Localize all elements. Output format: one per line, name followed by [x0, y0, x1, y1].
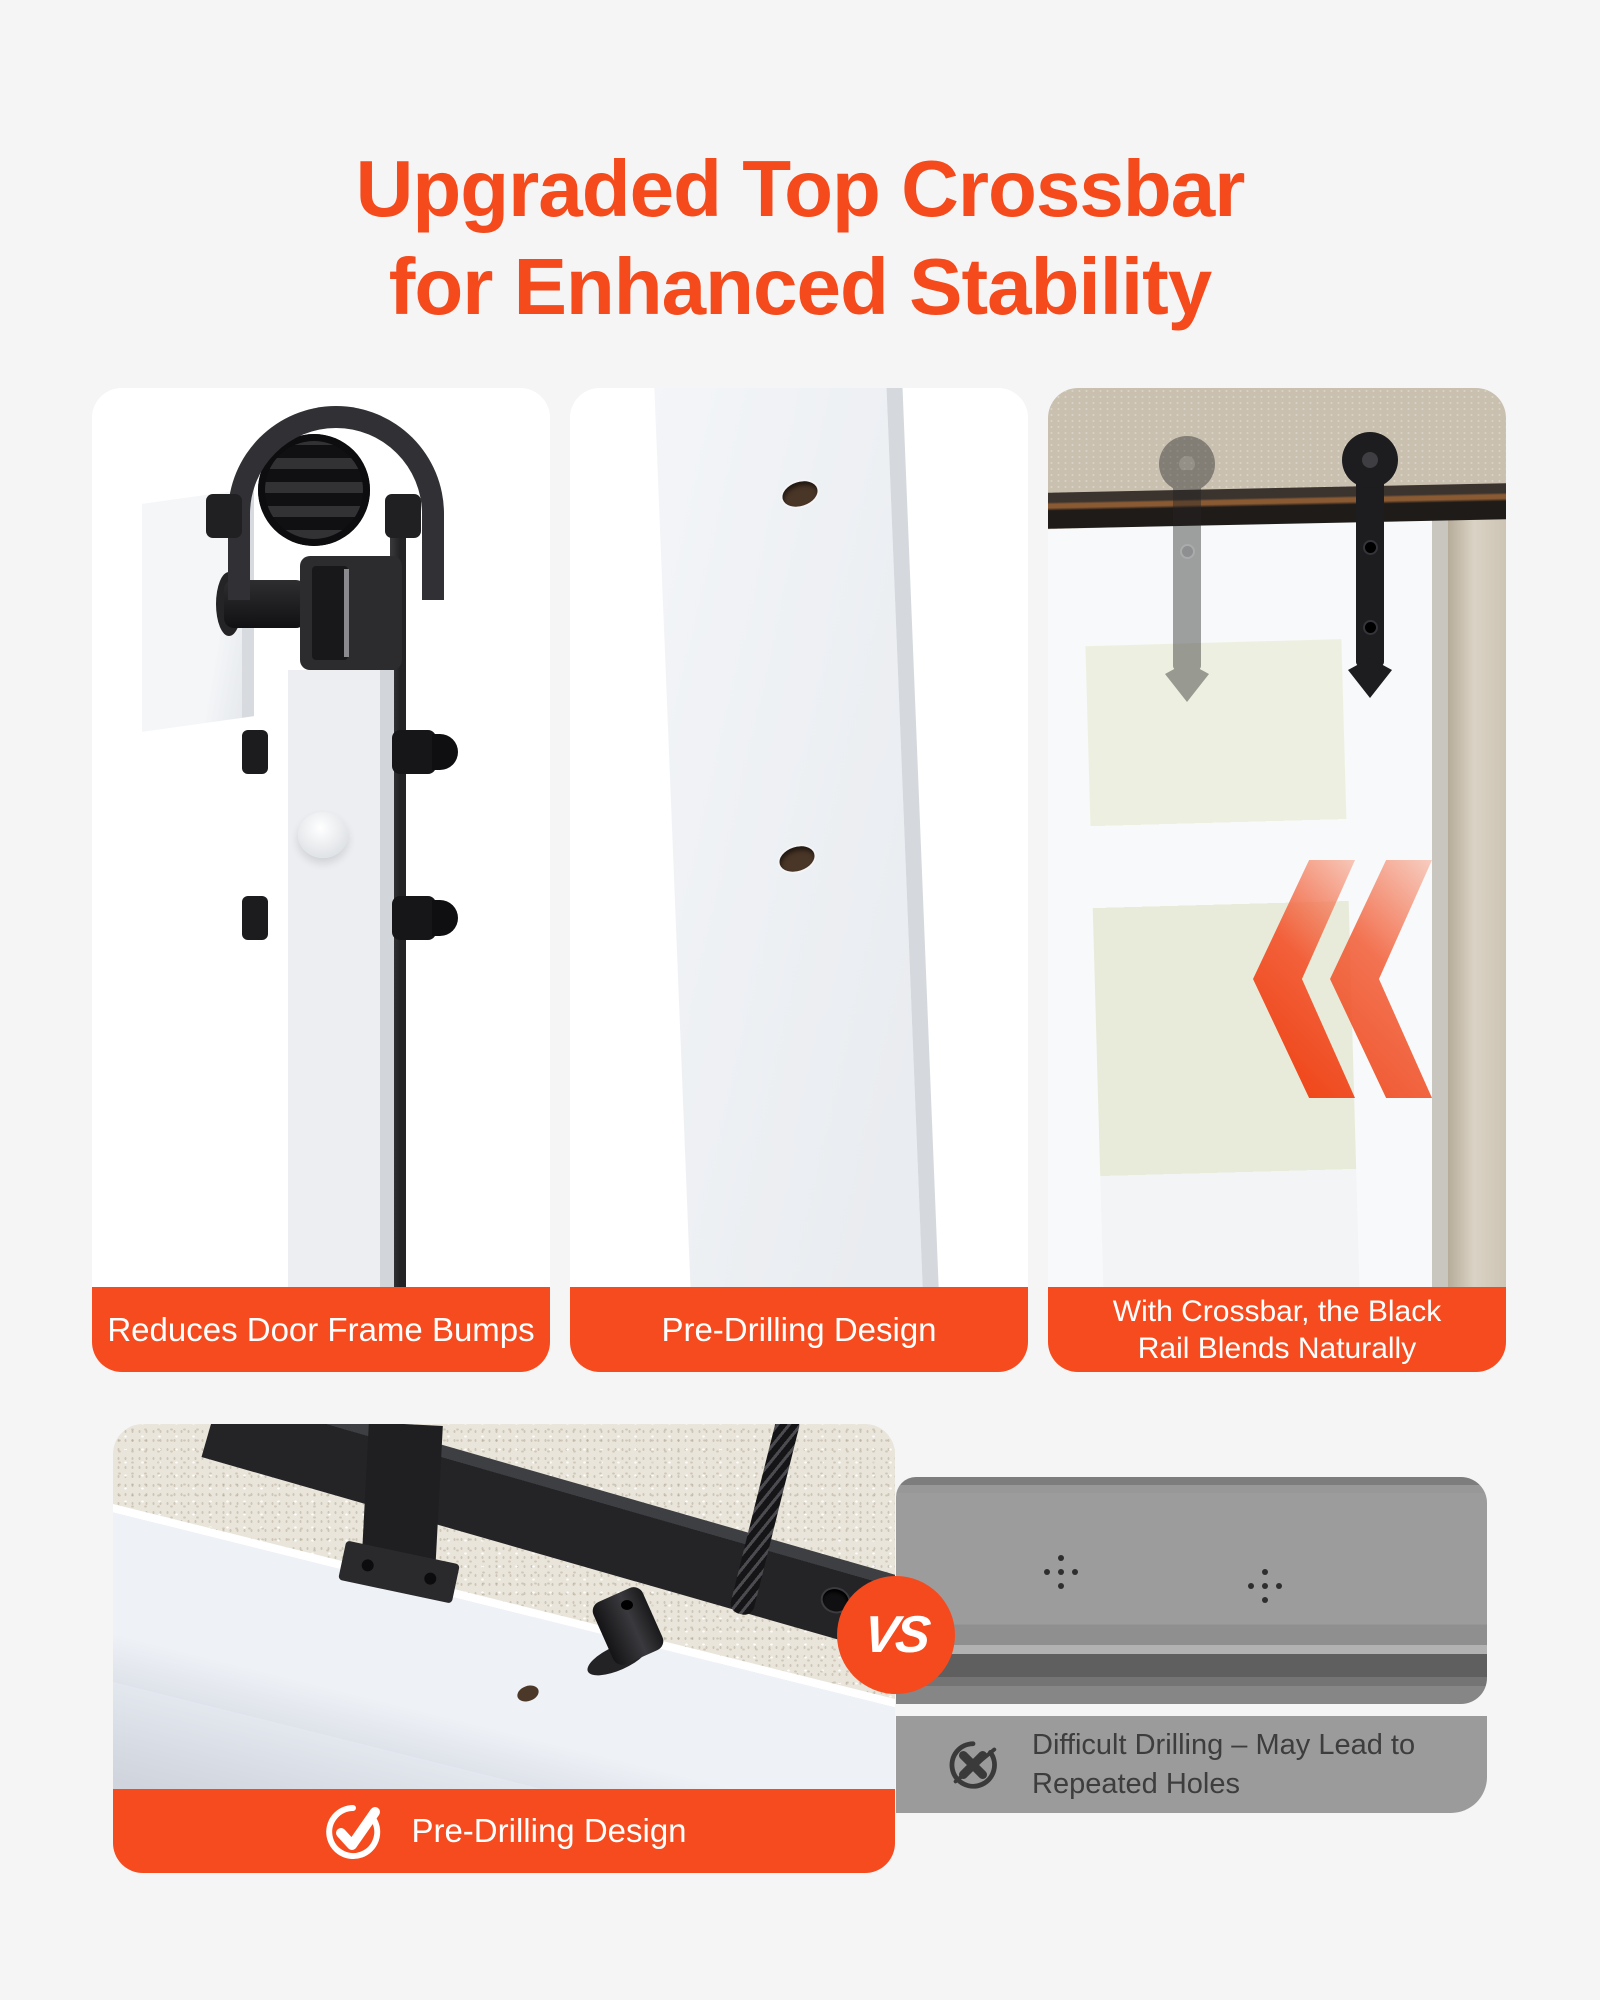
strap-nut-left [206, 494, 242, 538]
bad-caption-line2: Repeated Holes [1032, 1767, 1240, 1800]
caption-bar [92, 1287, 550, 1372]
hole-cluster [1248, 1569, 1282, 1603]
cap-nut [392, 896, 436, 940]
strap-bolt [1365, 622, 1376, 633]
bad-caption-text [1032, 1726, 1415, 1804]
caption-text: Pre-Drilling Design [661, 1310, 937, 1348]
check-circle-icon [321, 1799, 385, 1863]
door-glass-panels [1085, 639, 1360, 1287]
bad-caption-bar [896, 1716, 1487, 1813]
side-bolt [242, 730, 268, 774]
good-caption-bar [113, 1789, 895, 1873]
caption-bar [1048, 1287, 1506, 1372]
bad-caption-line1: Difficult Drilling – May Lead to [1032, 1728, 1416, 1761]
door-jamb-shadow [1432, 510, 1448, 1287]
strap-nut-right [385, 494, 421, 538]
door-edge-board [288, 670, 394, 1287]
strap-bolt [1182, 546, 1193, 557]
strap-bolt [1365, 542, 1376, 553]
hanger-strap [1173, 470, 1201, 670]
feature-card-reduces-bumps [92, 388, 550, 1372]
crossbar-install-photo [113, 1424, 895, 1789]
pre-drilled-board-photo [570, 388, 1028, 1287]
feature-card-pre-drilling [570, 388, 1028, 1372]
vs-badge [837, 1576, 955, 1694]
white-board [653, 388, 940, 1287]
caption-text: Reduces Door Frame Bumps [107, 1310, 535, 1348]
feature-card-crossbar-blend [1048, 388, 1506, 1372]
caption-text-line1: With Crossbar, the Black [1112, 1294, 1442, 1328]
cap-nut [392, 730, 436, 774]
bracket-hole [423, 1572, 437, 1586]
wheel-hub [1362, 452, 1378, 468]
hole-cluster [1044, 1555, 1078, 1589]
comparison-good-card [113, 1424, 895, 1873]
bracket-hole [361, 1558, 375, 1572]
repeated-holes-photo [896, 1477, 1487, 1704]
no-drill-icon [944, 1736, 1002, 1794]
page-title [0, 140, 1600, 336]
caption-text-line2: Rail Blends Naturally [1137, 1331, 1417, 1365]
door-plug-button [298, 812, 348, 858]
vs-label: VS [861, 1606, 931, 1664]
cap-nut-dome [432, 734, 458, 770]
hanger-strap [1356, 466, 1384, 666]
roller-hanger-photo [92, 388, 550, 1287]
cap-nut-dome [432, 900, 458, 936]
side-bolt [242, 896, 268, 940]
page-title-line1: Upgraded Top Crossbar [355, 144, 1245, 233]
barn-door-photo [1048, 388, 1506, 1287]
page-title-line2: for Enhanced Stability [388, 242, 1212, 331]
door-jamb [1448, 506, 1506, 1287]
spacer-hole [621, 1600, 633, 1610]
caption-bar [570, 1287, 1028, 1372]
good-caption-text: Pre-Drilling Design [411, 1812, 687, 1849]
